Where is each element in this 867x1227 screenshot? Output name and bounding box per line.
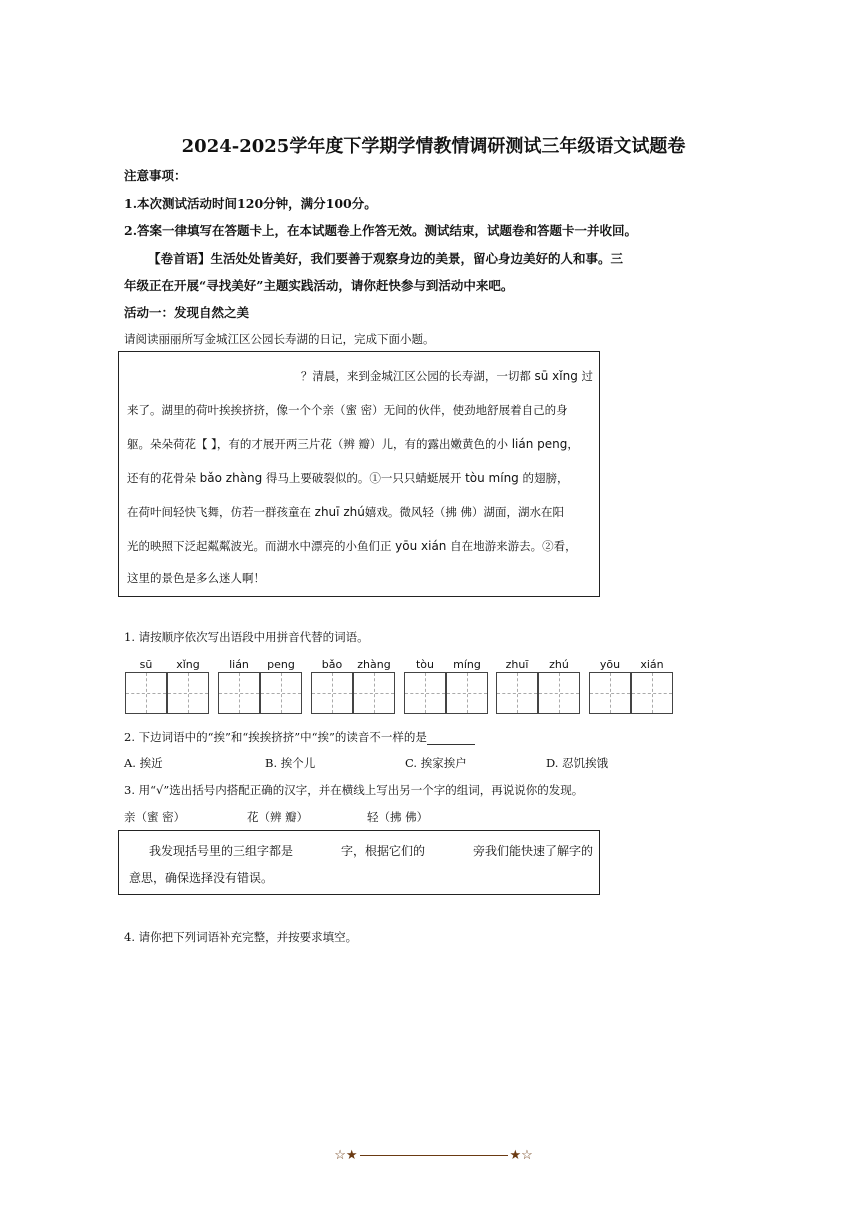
writing-cell[interactable] — [589, 672, 631, 714]
preface-line-2: 年级正在开展“寻找美好”主题实践活动，请你赶快参与到活动中来吧。 — [124, 278, 514, 293]
question-2: 2. 下边词语中的“挨”和“挨挨挤挤”中“挨”的读音不一样的是 — [124, 729, 475, 745]
answer-blank[interactable] — [293, 844, 341, 858]
diary-line-6: 光的映照下泛起粼粼波光。而湖水中漂亮的小鱼们正 yōu xián 自在地游来游去。②看， — [127, 539, 577, 553]
pinyin-label: zhuī — [505, 658, 529, 671]
pinyin-label: yōu — [599, 658, 621, 671]
discovery-line-1: 我发现括号里的三组字都是 字，根据它们的 旁我们能快速了解字的 — [149, 844, 594, 858]
notice-heading: 注意事项： — [124, 168, 187, 183]
answer-blank[interactable] — [425, 844, 473, 858]
q3-item-a[interactable]: 亲（蜜 密） — [124, 810, 186, 824]
writing-cell[interactable] — [496, 672, 538, 714]
reading-instruction: 请阅读丽丽所写金城江区公园长寿湖的日记，完成下面小题。 — [124, 332, 435, 346]
page-footer-ornament — [0, 1148, 867, 1163]
writing-cell[interactable] — [260, 672, 302, 714]
pinyin-label: xǐng — [176, 658, 200, 671]
pinyin-label: peng — [267, 658, 295, 671]
pinyin-label: bǎo — [321, 658, 343, 671]
q2-option-a[interactable]: A. 挨近 — [124, 756, 163, 770]
pinyin-label: zhú — [549, 658, 569, 671]
writing-cell[interactable] — [631, 672, 673, 714]
q3-item-c[interactable]: 轻（拂 佛） — [367, 810, 429, 824]
pinyin-label: zhàng — [357, 658, 391, 671]
notice-item-2: 2.答案一律填写在答题卡上，在本试题卷上作答无效。测试结束，试题卷和答题卡一并收回。 — [124, 223, 638, 238]
question-3: 3. 用“√”选出括号内搭配正确的汉字，并在横线上写出另一个字的组词，再说说你的发现。 — [124, 783, 584, 797]
pinyin-label: sū — [139, 658, 153, 671]
writing-cell[interactable] — [404, 672, 446, 714]
preface-line-1: 【卷首语】生活处处皆美好，我们要善于观察身边的美景，留心身边美好的人和事。三 — [148, 251, 624, 266]
discovery-answer-box — [118, 830, 600, 895]
writing-cell[interactable] — [538, 672, 580, 714]
activity-1-heading: 活动一：发现自然之美 — [124, 305, 250, 320]
writing-cell[interactable] — [218, 672, 260, 714]
question-1: 1. 请按顺序依次写出语段中用拼音代替的词语。 — [124, 630, 369, 644]
writing-cell[interactable] — [353, 672, 395, 714]
diary-line-4: 还有的花骨朵 bǎo zhàng 得马上要破裂似的。①一只只蜻蜓展开 tòu míng 的翅膀， — [127, 471, 569, 485]
question-4: 4. 请你把下列词语补充完整，并按要求填空。 — [124, 930, 358, 944]
writing-cell[interactable] — [311, 672, 353, 714]
page-title: 2024-2025学年度下学期学情教情调研测试三年级语文试题卷 — [181, 136, 686, 157]
diary-line-2: 来了。湖里的荷叶挨挨挤挤，像一个个亲（蜜 密）无间的伙伴，使劲地舒展着自己的身 — [127, 403, 568, 417]
q2-option-d[interactable]: D. 忍饥挨饿 — [546, 756, 609, 770]
diary-line-7: 这里的景色是多么迷人啊！ — [127, 571, 265, 585]
q3-item-b[interactable]: 花（辨 瓣） — [247, 810, 309, 824]
q2-option-c[interactable]: C. 挨家挨户 — [405, 756, 467, 770]
footer-divider — [360, 1155, 508, 1156]
pinyin-label: míng — [453, 658, 481, 671]
notice-item-1: 1.本次测试活动时间120分钟，满分100分。 — [124, 196, 377, 211]
discovery-line-2: 意思，确保选择没有错误。 — [129, 871, 274, 885]
diary-line-5: 在荷叶间轻快飞舞，仿若一群孩童在 zhuī zhú嬉戏。微风轻（拂 佛）湖面，湖水在阳 — [127, 505, 564, 519]
writing-cell[interactable] — [125, 672, 167, 714]
diary-line-3: 躯。朵朵荷花【 】，有的才展开两三片花（辨 瓣）儿，有的露出嫩黄色的小 lián peng， — [127, 437, 579, 451]
pinyin-label: xián — [640, 658, 664, 671]
star-icon: ☆★ — [334, 1148, 358, 1163]
writing-cell[interactable] — [446, 672, 488, 714]
answer-blank[interactable] — [427, 730, 475, 745]
pinyin-label: lián — [229, 658, 249, 671]
star-icon: ★☆ — [509, 1148, 533, 1163]
diary-line-1: ？清晨，来到金城江区公园的长寿湖，一切都 sū xǐng 过 — [300, 369, 593, 383]
pinyin-label: tòu — [415, 658, 434, 671]
writing-cell[interactable] — [167, 672, 209, 714]
q2-option-b[interactable]: B. 挨个儿 — [265, 756, 316, 770]
diary-passage-box — [118, 351, 600, 597]
